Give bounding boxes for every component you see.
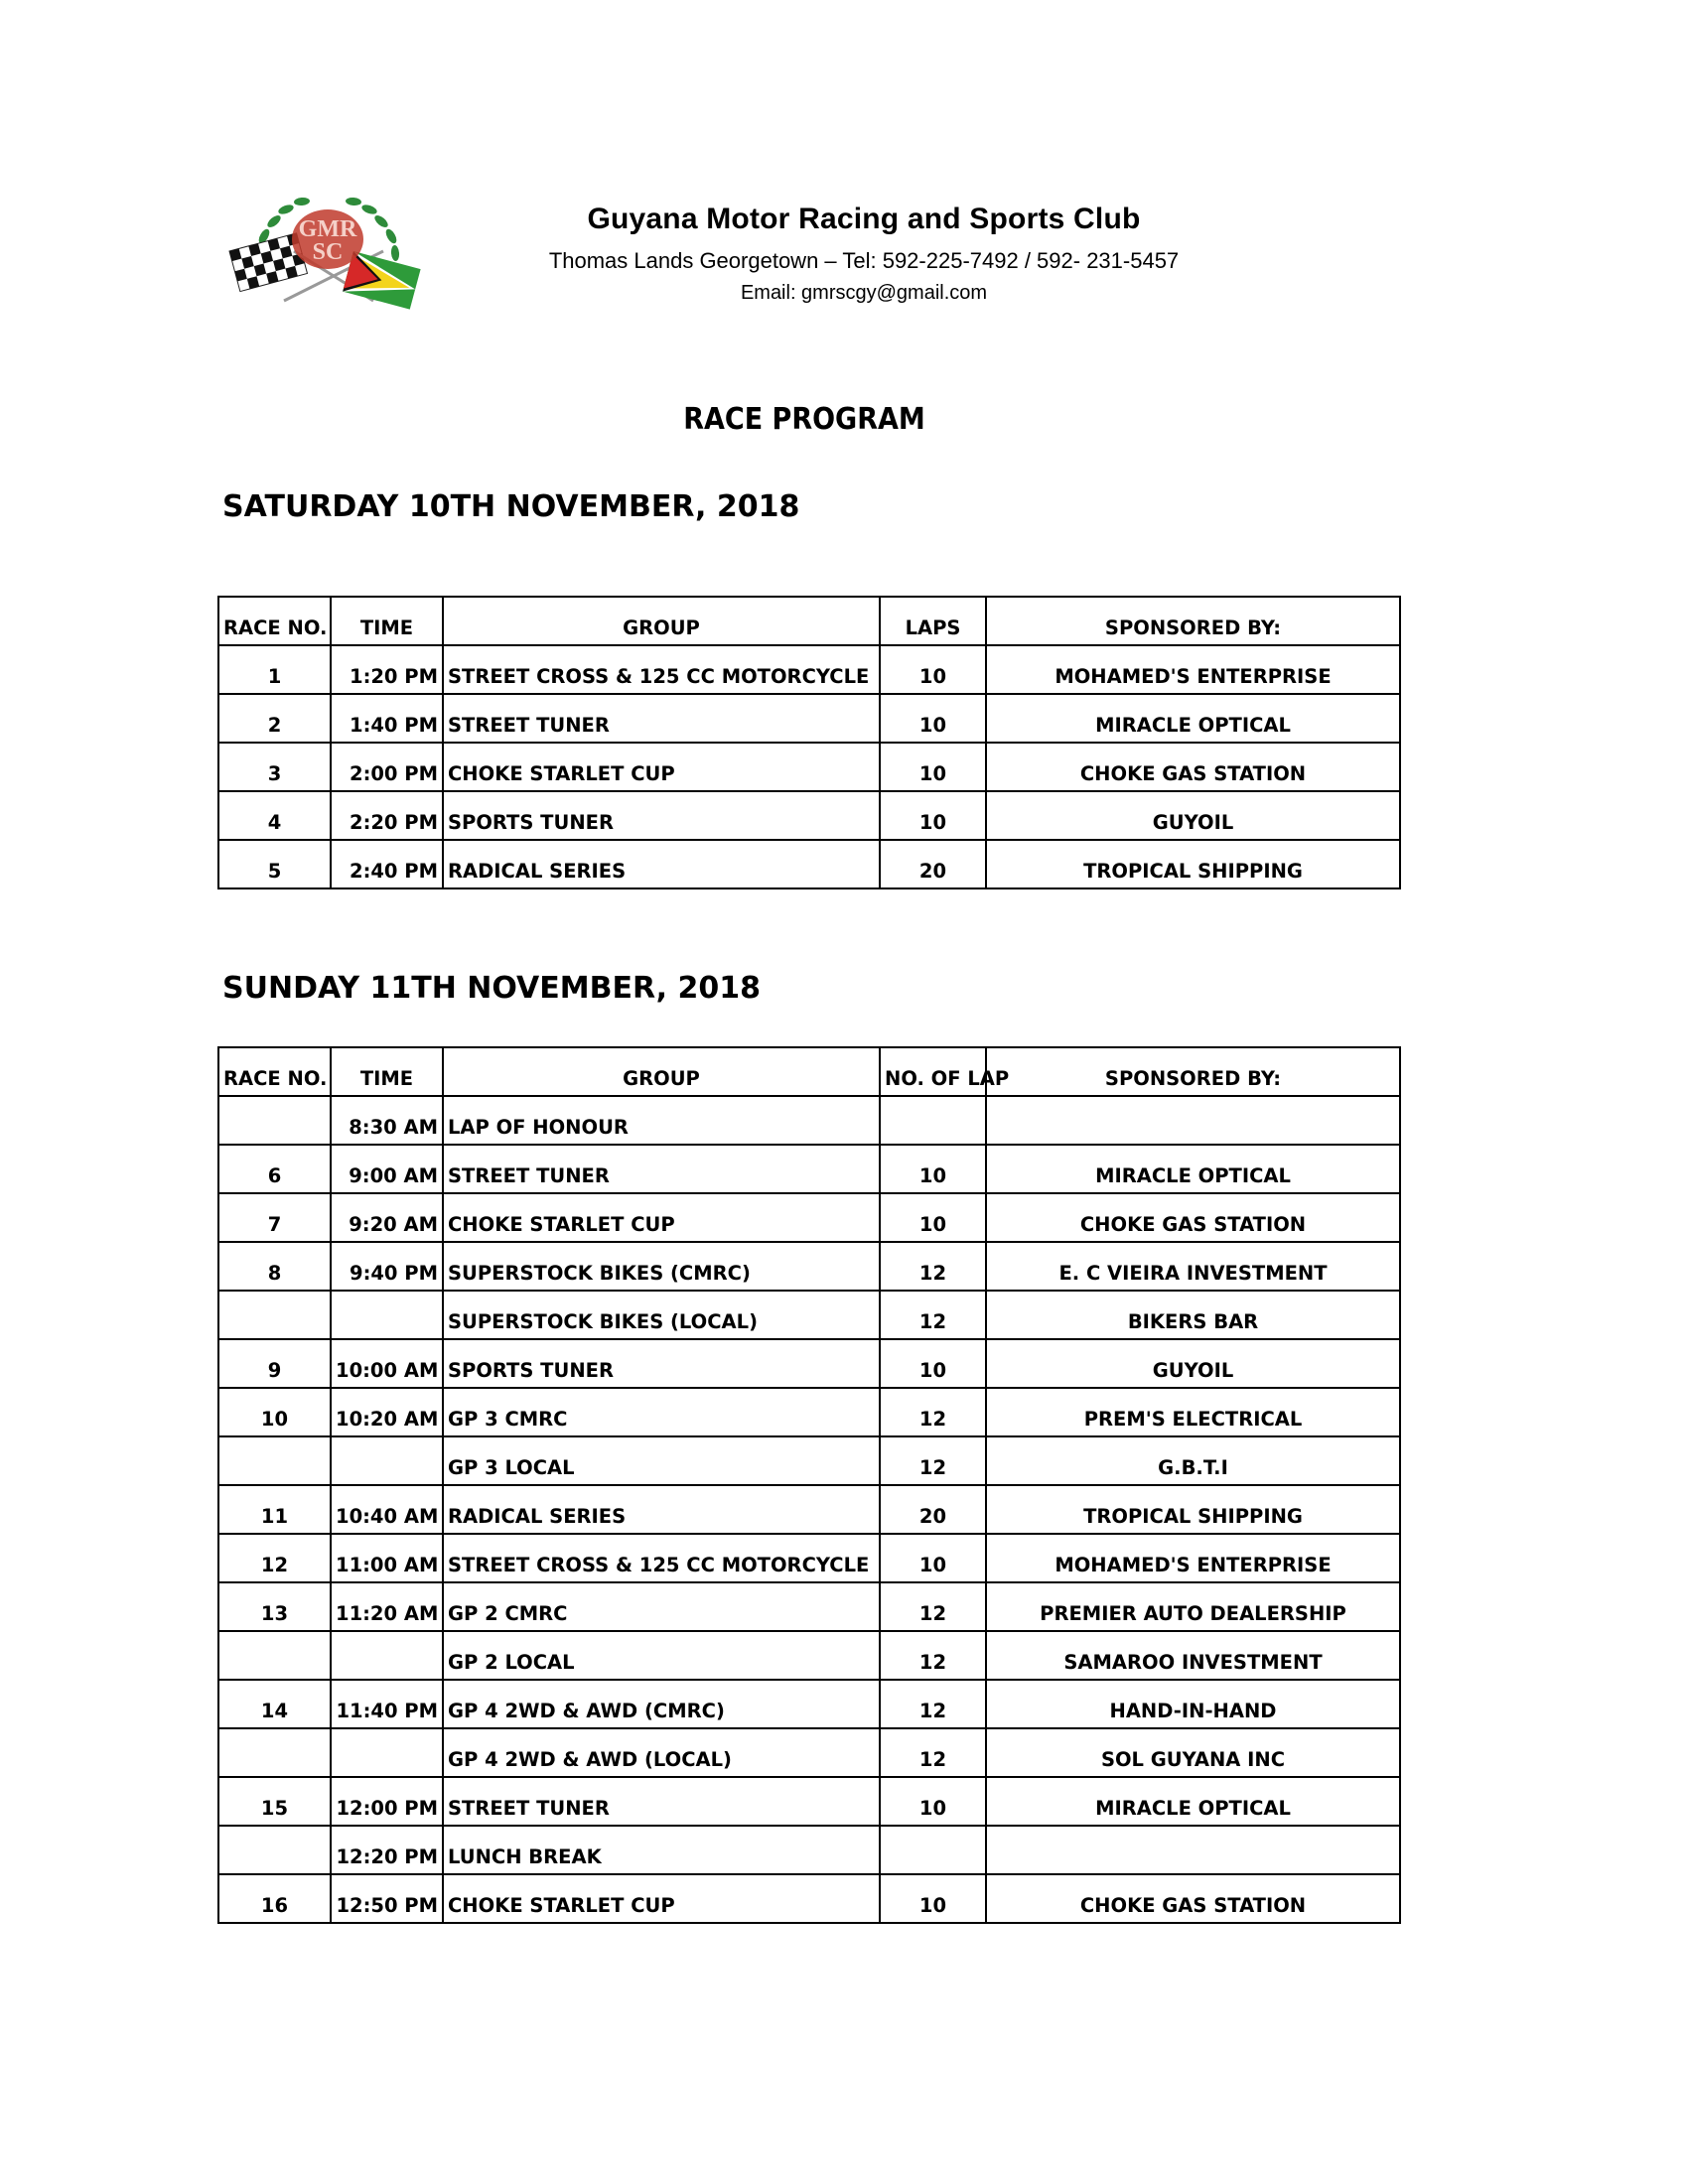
laps-cell: 10: [880, 1193, 986, 1242]
table-row: [218, 1582, 1400, 1631]
table-row: [218, 840, 1400, 888]
group-cell: STREET CROSS & 125 CC MOTORCYCLE: [443, 1534, 880, 1582]
sponsor-cell: MOHAMED'S ENTERPRISE: [986, 645, 1400, 694]
sponsor-cell: CHOKE GAS STATION: [986, 743, 1400, 791]
time-cell: [331, 1436, 443, 1485]
time-cell: 9:20 AM: [331, 1193, 443, 1242]
race-no-cell: 13: [218, 1582, 331, 1631]
race-no-cell: [218, 1631, 331, 1680]
race-no-cell: 12: [218, 1534, 331, 1582]
group-cell: RADICAL SERIES: [443, 840, 880, 888]
group-cell: LUNCH BREAK: [443, 1826, 880, 1874]
sponsor-cell: HAND-IN-HAND: [986, 1680, 1400, 1728]
sponsor-cell: MIRACLE OPTICAL: [986, 1145, 1400, 1193]
laps-cell: 10: [880, 1777, 986, 1826]
race-no-cell: 9: [218, 1339, 331, 1388]
race-no-cell: [218, 1291, 331, 1339]
table-row: [218, 1777, 1400, 1826]
saturday-heading: SATURDAY 10TH NOVEMBER, 2018: [222, 489, 800, 524]
laps-cell: 20: [880, 840, 986, 888]
race-no-cell: 6: [218, 1145, 331, 1193]
time-cell: 8:30 AM: [331, 1096, 443, 1145]
group-cell: GP 2 LOCAL: [443, 1631, 880, 1680]
table-row: [218, 1485, 1400, 1534]
table-row: [218, 1436, 1400, 1485]
table-row: [218, 645, 1400, 694]
time-cell: 1:20 PM: [331, 645, 443, 694]
laps-cell: 10: [880, 1534, 986, 1582]
time-cell: 12:20 PM: [331, 1826, 443, 1874]
column-header-group: GROUP: [443, 1047, 880, 1096]
column-header-sponsor: SPONSORED BY:: [986, 597, 1400, 645]
laps-cell: 12: [880, 1291, 986, 1339]
laps-cell: 12: [880, 1388, 986, 1436]
laps-cell: 10: [880, 694, 986, 743]
column-header-time: TIME: [331, 1047, 443, 1096]
group-cell: CHOKE STARLET CUP: [443, 743, 880, 791]
race-no-cell: [218, 1728, 331, 1777]
club-logo: [214, 182, 439, 312]
race-no-cell: 4: [218, 791, 331, 840]
group-cell: SUPERSTOCK BIKES (LOCAL): [443, 1291, 880, 1339]
column-header-race-no: RACE NO.: [218, 1047, 331, 1096]
race-no-cell: [218, 1436, 331, 1485]
club-name: Guyana Motor Racing and Sports Club: [587, 203, 1141, 235]
time-cell: 10:40 AM: [331, 1485, 443, 1534]
time-cell: 2:20 PM: [331, 791, 443, 840]
time-cell: 9:40 PM: [331, 1242, 443, 1291]
laps-cell: 12: [880, 1680, 986, 1728]
table-row: [218, 1096, 1400, 1145]
group-cell: GP 3 CMRC: [443, 1388, 880, 1436]
race-no-cell: 7: [218, 1193, 331, 1242]
time-cell: 11:00 AM: [331, 1534, 443, 1582]
race-no-cell: 15: [218, 1777, 331, 1826]
laps-cell: 10: [880, 1339, 986, 1388]
sponsor-cell: GUYOIL: [986, 791, 1400, 840]
table-row: [218, 1631, 1400, 1680]
logo-text-gmr: GMR: [298, 216, 357, 242]
column-header-sponsor: SPONSORED BY:: [986, 1047, 1400, 1096]
table-row: [218, 791, 1400, 840]
column-header-laps: NO. OF LAP: [880, 1047, 986, 1096]
time-cell: 10:00 AM: [331, 1339, 443, 1388]
laps-cell: 12: [880, 1728, 986, 1777]
group-cell: SPORTS TUNER: [443, 1339, 880, 1388]
sponsor-cell: MIRACLE OPTICAL: [986, 694, 1400, 743]
laps-cell: [880, 1096, 986, 1145]
time-cell: 12:00 PM: [331, 1777, 443, 1826]
sunday-race-table: [217, 1046, 1401, 1924]
sponsor-cell: TROPICAL SHIPPING: [986, 1485, 1400, 1534]
sunday-heading: SUNDAY 11TH NOVEMBER, 2018: [222, 971, 761, 1006]
table-header-row: [218, 1047, 1400, 1096]
laps-cell: 10: [880, 791, 986, 840]
table-row: [218, 1388, 1400, 1436]
group-cell: STREET CROSS & 125 CC MOTORCYCLE: [443, 645, 880, 694]
sponsor-cell: PREM'S ELECTRICAL: [986, 1388, 1400, 1436]
laps-cell: 12: [880, 1242, 986, 1291]
race-no-cell: 14: [218, 1680, 331, 1728]
sponsor-cell: PREMIER AUTO DEALERSHIP: [986, 1582, 1400, 1631]
table-row: [218, 743, 1400, 791]
sponsor-cell: TROPICAL SHIPPING: [986, 840, 1400, 888]
laps-cell: [880, 1826, 986, 1874]
club-address: Thomas Lands Georgetown – Tel: 592-225-7492 / 592- 231-5457: [548, 248, 1180, 273]
table-row: [218, 694, 1400, 743]
group-cell: CHOKE STARLET CUP: [443, 1874, 880, 1923]
table-row: [218, 1874, 1400, 1923]
sponsor-cell: CHOKE GAS STATION: [986, 1193, 1400, 1242]
sponsor-cell: MIRACLE OPTICAL: [986, 1777, 1400, 1826]
table-row: [218, 1728, 1400, 1777]
race-no-cell: 11: [218, 1485, 331, 1534]
race-no-cell: 5: [218, 840, 331, 888]
column-header-time: TIME: [331, 597, 443, 645]
time-cell: 9:00 AM: [331, 1145, 443, 1193]
club-email: Email: gmrscgy@gmail.com: [740, 282, 988, 304]
sponsor-cell: E. C VIEIRA INVESTMENT: [986, 1242, 1400, 1291]
laps-cell: 10: [880, 743, 986, 791]
sponsor-cell: SOL GUYANA INC: [986, 1728, 1400, 1777]
sponsor-cell: CHOKE GAS STATION: [986, 1874, 1400, 1923]
laps-cell: 12: [880, 1582, 986, 1631]
group-cell: STREET TUNER: [443, 1145, 880, 1193]
race-no-cell: 3: [218, 743, 331, 791]
program-title: RACE PROGRAM: [683, 402, 925, 437]
group-cell: GP 4 2WD & AWD (LOCAL): [443, 1728, 880, 1777]
table-row: [218, 1680, 1400, 1728]
race-no-cell: 2: [218, 694, 331, 743]
group-cell: RADICAL SERIES: [443, 1485, 880, 1534]
time-cell: [331, 1728, 443, 1777]
table-row: [218, 1193, 1400, 1242]
time-cell: 12:50 PM: [331, 1874, 443, 1923]
time-cell: 11:20 AM: [331, 1582, 443, 1631]
group-cell: CHOKE STARLET CUP: [443, 1193, 880, 1242]
column-header-laps: LAPS: [880, 597, 986, 645]
laps-cell: 20: [880, 1485, 986, 1534]
time-cell: 11:40 PM: [331, 1680, 443, 1728]
laps-cell: 10: [880, 1145, 986, 1193]
sponsor-cell: GUYOIL: [986, 1339, 1400, 1388]
laps-cell: 12: [880, 1631, 986, 1680]
group-cell: GP 2 CMRC: [443, 1582, 880, 1631]
table-row: [218, 1339, 1400, 1388]
laps-cell: 10: [880, 1874, 986, 1923]
group-cell: GP 3 LOCAL: [443, 1436, 880, 1485]
sponsor-cell: BIKERS BAR: [986, 1291, 1400, 1339]
race-no-cell: 16: [218, 1874, 331, 1923]
saturday-race-table: [217, 596, 1401, 889]
time-cell: 2:40 PM: [331, 840, 443, 888]
logo-text-sc: SC: [312, 239, 344, 265]
table-row: [218, 1534, 1400, 1582]
group-cell: SUPERSTOCK BIKES (CMRC): [443, 1242, 880, 1291]
time-cell: 1:40 PM: [331, 694, 443, 743]
laps-cell: 12: [880, 1436, 986, 1485]
sponsor-cell: [986, 1826, 1400, 1874]
group-cell: STREET TUNER: [443, 1777, 880, 1826]
race-no-cell: 1: [218, 645, 331, 694]
column-header-race-no: RACE NO.: [218, 597, 331, 645]
race-no-cell: 8: [218, 1242, 331, 1291]
sponsor-cell: MOHAMED'S ENTERPRISE: [986, 1534, 1400, 1582]
race-no-cell: [218, 1096, 331, 1145]
time-cell: [331, 1631, 443, 1680]
group-cell: STREET TUNER: [443, 694, 880, 743]
table-header-row: [218, 597, 1400, 645]
group-cell: LAP OF HONOUR: [443, 1096, 880, 1145]
sponsor-cell: G.B.T.I: [986, 1436, 1400, 1485]
group-cell: SPORTS TUNER: [443, 791, 880, 840]
race-no-cell: 10: [218, 1388, 331, 1436]
table-row: [218, 1242, 1400, 1291]
sponsor-cell: SAMAROO INVESTMENT: [986, 1631, 1400, 1680]
time-cell: 10:20 AM: [331, 1388, 443, 1436]
group-cell: GP 4 2WD & AWD (CMRC): [443, 1680, 880, 1728]
column-header-group: GROUP: [443, 597, 880, 645]
time-cell: 2:00 PM: [331, 743, 443, 791]
table-row: [218, 1826, 1400, 1874]
time-cell: [331, 1291, 443, 1339]
sponsor-cell: [986, 1096, 1400, 1145]
race-no-cell: [218, 1826, 331, 1874]
table-row: [218, 1291, 1400, 1339]
table-row: [218, 1145, 1400, 1193]
laps-cell: 10: [880, 645, 986, 694]
